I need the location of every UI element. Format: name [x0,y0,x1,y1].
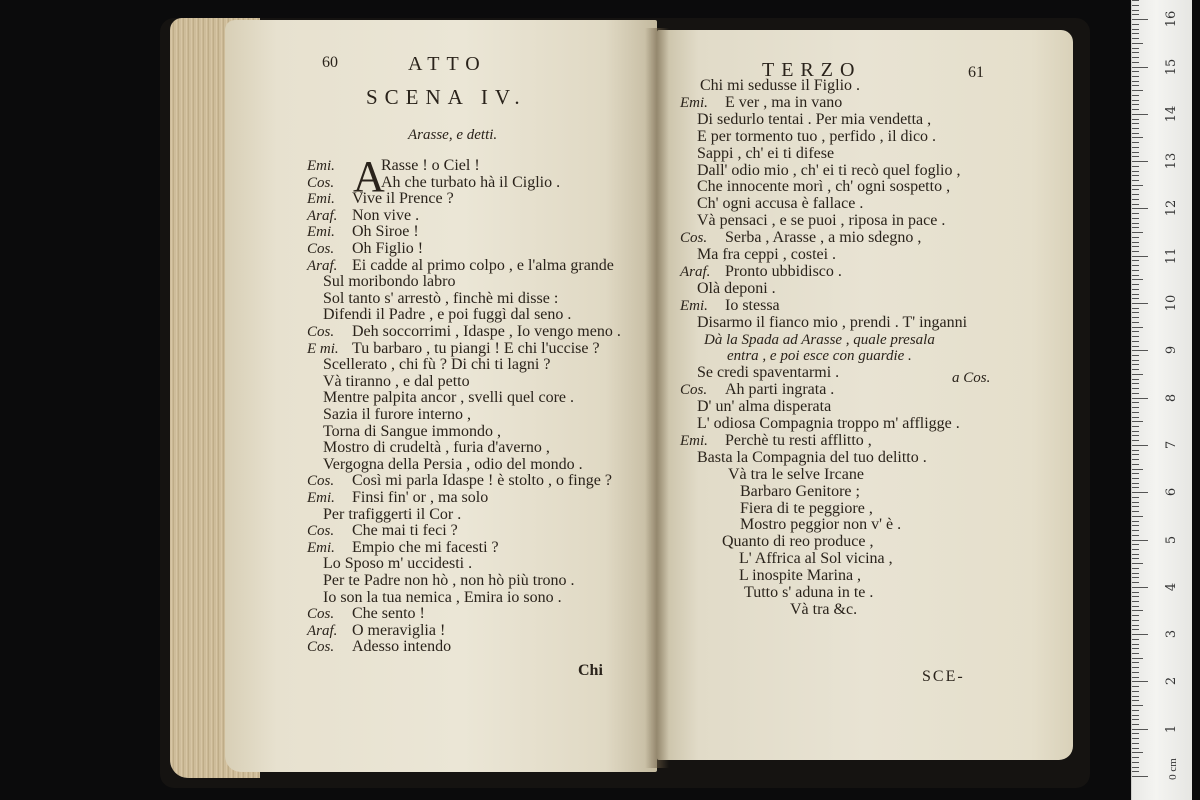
verse-line: E ver , ma in vano [725,93,843,111]
ruler-tick [1132,724,1139,725]
verse-line: Và pensaci , e se puoi , riposa in pace . [697,212,946,230]
ruler-tick [1132,232,1143,233]
ruler-tick [1132,251,1139,252]
ruler-tick [1132,199,1139,200]
ruler-tick [1132,554,1139,555]
ruler-tick [1132,33,1139,34]
verse-line: Oh Figlio ! [352,240,424,257]
ruler-tick [1132,662,1139,663]
speaker-label: Cos. [680,230,708,247]
ruler-number: 14 [1164,105,1179,123]
ruler-number: 10 [1164,294,1179,312]
left-catchword: Chi [578,662,603,679]
speaker-label: E mi. [307,340,339,357]
stage-aside: a Cos. [952,370,991,386]
ruler-tick [1132,757,1139,758]
ruler-tick [1132,629,1139,630]
verse-line: Lo Sposo m' uccidesti . [323,555,473,573]
ruler-tick [1132,260,1139,261]
ruler-tick [1132,729,1148,730]
verse-line: Deh soccorrimi , Idaspe , Io vengo meno . [352,323,621,340]
verse-line: Và tra &c. [790,600,858,618]
ruler-tick [1132,525,1139,526]
verse-line: L inospite Marina , [739,567,862,585]
ruler-tick [1132,421,1143,422]
ruler-tick [1132,648,1139,649]
ruler-tick [1132,530,1139,531]
verse-line: Mostro peggior non v' è . [740,516,902,534]
verse-line: Vive il Prence ? [352,190,454,208]
ruler-tick [1132,19,1148,20]
ruler-number: 2 [1164,677,1179,686]
speaker-label: Cos. [680,382,708,399]
ruler-tick [1132,204,1139,205]
verse-line: Tutto s' aduna in te . [744,584,874,601]
ruler-tick [1132,483,1139,484]
ruler-number: 7 [1164,440,1179,450]
ruler-tick [1132,639,1139,640]
ruler-tick [1132,137,1143,138]
ruler-tick [1132,312,1139,313]
ruler-tick [1132,256,1148,257]
ruler-tick [1132,431,1139,432]
ruler-tick [1132,364,1139,365]
verse-line: Io stessa [725,296,780,314]
verse-line: Chi mi sedusse il Figlio . [700,77,861,94]
ruler-tick [1132,246,1139,247]
ruler-tick [1132,327,1143,328]
verse-line: Che mai ti feci ? [352,522,458,540]
ruler-tick [1132,563,1143,564]
measuring-ruler [1131,0,1192,800]
verse-line: Vergogna della Persia , odio del mondo . [323,455,583,473]
ruler-tick [1132,582,1139,583]
ruler-tick [1132,388,1139,389]
ruler-number: 1 [1164,724,1179,733]
ruler-number: 13 [1164,152,1179,170]
ruler-tick [1132,208,1148,209]
verse-line: Mostro di crudeltà , furia d'averno , [323,439,550,457]
ruler-tick [1132,738,1139,739]
ruler-tick [1132,350,1148,351]
ruler-tick [1132,681,1148,682]
ruler-tick [1132,90,1143,91]
speaker-label: Emi. [307,158,335,174]
verse-line: Empio che mi facesti ? [352,538,499,556]
ruler-tick [1132,610,1143,611]
ruler-tick [1132,393,1139,394]
ruler-tick [1132,634,1148,635]
ruler-tick [1132,308,1139,309]
ruler-tick [1132,592,1139,593]
speaker-label: Cos. [307,324,335,340]
ruler-tick [1132,331,1139,332]
ruler-tick [1132,767,1139,768]
scene-title: SCENA IV. [366,85,527,109]
speaker-label: Cos. [307,174,335,191]
ruler-tick [1132,95,1139,96]
ruler-tick [1132,14,1139,15]
ruler-tick [1132,606,1139,607]
ruler-tick [1132,568,1139,569]
ruler-tick [1132,123,1139,124]
ruler-tick [1132,710,1139,711]
ruler-tick [1132,180,1139,181]
verse-line: Mentre palpita ancor , svelli quel core . [323,389,575,407]
ruler-tick [1132,620,1139,621]
verse-line: Sappi , ch' ei ti difese [697,144,835,162]
verse-line: Basta la Compagnia del tuo delitto . [697,448,927,466]
ruler-tick [1132,29,1139,30]
speaker-label: Cos. [307,606,335,623]
ruler-tick [1132,506,1139,507]
ruler-tick [1132,369,1139,370]
ruler-tick [1132,81,1139,82]
verse-line: Così mi parla Idaspe ! è stolto , o finge ? [352,472,612,490]
verse-line: Và tiranno , e dal petto [323,372,470,390]
verse-line: Io son la tua nemica , Emira io sono . [323,588,562,606]
ruler-tick [1132,43,1143,44]
scene-note: Arasse, e detti. [408,127,498,143]
right-catchword: SCE- [922,668,965,685]
ruler-tick [1132,686,1139,687]
speaker-label: Emi. [680,297,708,314]
ruler-tick [1132,133,1139,134]
ruler-tick [1132,487,1139,488]
ruler-tick [1132,440,1139,441]
verse-line: Rasse ! o Ciel ! [381,157,480,174]
speaker-label: Araf. [307,257,338,274]
verse-line: Disarmo il fianco mio , prendi . T' inganni [697,313,968,331]
ruler-tick [1132,412,1139,413]
ruler-tick [1132,71,1139,72]
ruler-tick [1132,104,1139,105]
verse-line: Adesso intendo [352,638,452,656]
ruler-tick [1132,445,1148,446]
ruler-tick [1132,469,1143,470]
ruler-number: 11 [1164,247,1179,264]
ruler-tick [1132,317,1139,318]
ruler-tick [1132,464,1139,465]
verse-line: Per te Padre non hò , non hò più trono . [323,572,575,589]
ruler-number: 12 [1164,200,1179,217]
ruler-tick [1132,109,1139,110]
verse-line: Che innocente morì , ch' ogni sospetto , [697,178,951,196]
verse-line: L' Affrica al Sol vicina , [739,550,893,568]
verse-line: Di sedurlo tentai . Per mia vendetta , [697,110,932,128]
ruler-tick [1132,322,1139,323]
verse-line: Finsi fin' or , ma solo [352,489,489,506]
ruler-tick [1132,171,1139,172]
verse-line: Serba , Arasse , a mio sdegno , [725,229,922,247]
ruler-tick [1132,175,1139,176]
ruler-tick [1132,265,1139,266]
verse-line: Oh Siroe ! [352,223,419,241]
ruler-tick [1132,275,1139,276]
ruler-number: 5 [1164,535,1179,544]
ruler-number: 6 [1164,488,1179,497]
ruler-tick [1132,0,1139,1]
verse-line: Se credi spaventarmi . [697,364,840,382]
right-page-number: 61 [968,64,984,81]
ruler-tick [1132,558,1139,559]
ruler-tick [1132,426,1139,427]
ruler-tick [1132,341,1139,342]
ruler-tick [1132,218,1139,219]
verse-line: Difendi il Padre , e poi fuggì dal seno . [323,306,572,324]
speaker-label: Emi. [307,490,335,506]
ruler-tick [1132,587,1148,588]
ruler-tick [1132,346,1139,347]
speaker-label: Emi. [307,224,335,241]
verse-line: entra , e poi esce con guardie . [727,348,912,365]
ruler-tick [1132,57,1139,58]
ruler-tick [1132,152,1139,153]
speaker-label: Cos. [307,639,335,656]
ruler-tick [1132,473,1139,474]
ruler-tick [1132,227,1139,228]
ruler-tick [1132,615,1139,616]
ruler-tick [1132,478,1139,479]
ruler-tick [1132,185,1143,186]
ruler-number: 15 [1164,58,1179,75]
verse-line: Sazia il furore interno , [323,406,471,423]
verse-line: Dall' odio mio , ch' ei ti recò quel foglio , [697,161,961,179]
verse-line: Ah parti ingrata . [725,381,835,399]
verse-line: Dà la Spada ad Arasse , quale presala [704,331,935,348]
speaker-label: Araf. [680,263,711,280]
ruler-tick [1132,776,1148,777]
ruler-tick [1132,298,1139,299]
speaker-label: Emi. [307,191,335,208]
ruler-tick [1132,733,1139,734]
ruler-tick [1132,601,1139,602]
ruler-tick [1132,540,1148,541]
ruler-tick [1132,516,1143,517]
speaker-label: Araf. [307,622,338,639]
ruler-tick [1132,672,1139,673]
ruler-tick [1132,355,1139,356]
ruler-tick [1132,336,1139,337]
verse-line: O meraviglia ! [352,621,446,639]
ruler-tick [1132,715,1139,716]
speaker-label: Cos. [307,523,335,540]
ruler-tick [1132,5,1139,6]
verse-line: Ah che turbato hà il Ciglio . [381,173,561,191]
verse-line: Barbaro Genitore ; [740,482,860,500]
ruler-tick [1132,544,1139,545]
ruler-tick [1132,700,1139,701]
ruler-tick [1132,402,1139,403]
verse-line: Và tra le selve Ircane [728,465,864,483]
ruler-tick [1132,719,1139,720]
ruler-tick [1132,213,1139,214]
speaker-label: Emi. [307,539,335,556]
ruler-number: 16 [1164,10,1179,28]
ruler-tick [1132,62,1139,63]
ruler-tick [1132,677,1139,678]
ruler-tick [1132,771,1139,772]
ruler-tick [1132,223,1139,224]
ruler-tick [1132,497,1139,498]
ruler-tick [1132,748,1139,749]
ruler-tick [1132,161,1148,162]
ruler-tick [1132,374,1143,375]
ruler-tick [1132,535,1139,536]
ruler-tick [1132,147,1139,148]
ruler-tick [1132,417,1139,418]
ruler-unit-label: 0 cm [1167,758,1179,780]
ruler-tick [1132,435,1139,436]
verse-line: Sol tanto s' arrestò , finchè mi disse : [323,289,559,307]
verse-line: Perchè tu resti afflitto , [725,431,872,449]
ruler-tick [1132,625,1139,626]
ruler-tick [1132,511,1139,512]
ruler-tick [1132,237,1139,238]
book-gutter [645,28,669,768]
ruler-tick [1132,119,1139,120]
ruler-number: 8 [1164,393,1179,402]
verse-line: Che sento ! [352,605,425,623]
ruler-tick [1132,596,1139,597]
drop-cap: A [353,152,385,201]
verse-line: Quanto di reo produce , [722,533,874,551]
ruler-tick [1132,658,1143,659]
ruler-tick [1132,521,1139,522]
left-page-number: 60 [322,54,338,71]
ruler-tick [1132,360,1139,361]
ruler-tick [1132,549,1139,550]
ruler-tick [1132,156,1139,157]
ruler-tick [1132,454,1139,455]
ruler-tick [1132,52,1139,53]
ruler-tick [1132,696,1139,697]
ruler-tick [1132,459,1139,460]
ruler-tick [1132,289,1139,290]
ruler-tick [1132,450,1139,451]
ruler-tick [1132,492,1148,493]
ruler-tick [1132,24,1139,25]
verse-line: Tu barbaro , tu piangi ! E chi l'uccise ? [352,339,600,357]
ruler-number: 4 [1164,582,1179,591]
ruler-tick [1132,38,1139,39]
ruler-tick [1132,502,1139,503]
ruler-tick [1132,573,1139,574]
ruler-tick [1132,114,1148,115]
speaker-label: Emi. [680,432,708,449]
verse-line: L' odiosa Compagnia troppo m' affligge . [697,415,960,432]
ruler-tick [1132,743,1139,744]
verse-line: Per trafiggerti il Cor . [323,505,462,523]
ruler-tick [1132,76,1139,77]
ruler-tick [1132,379,1139,380]
verse-line: E per tormento tuo , perfido , il dico . [697,127,937,145]
ruler-tick [1132,48,1139,49]
verse-line: Fiera di te peggiore , [740,499,873,517]
left-running-head: ATTO [408,53,487,75]
speaker-label: Cos. [307,241,335,257]
ruler-tick [1132,762,1139,763]
ruler-tick [1132,653,1139,654]
ruler-tick [1132,194,1139,195]
verse-line: Ei cadde al primo colpo , e l'alma grande [352,256,614,274]
ruler-tick [1132,667,1139,668]
ruler-number: 3 [1164,629,1179,639]
speaker-label: Emi. [680,94,708,111]
ruler-tick [1132,279,1143,280]
ruler-tick [1132,691,1139,692]
verse-line: Sul moribondo labro [323,273,456,291]
ruler-tick [1132,166,1139,167]
ruler-tick [1132,705,1143,706]
ruler-tick [1132,752,1143,753]
speaker-label: Araf. [307,207,338,224]
ruler-number: 9 [1164,346,1179,355]
ruler-tick [1132,67,1148,68]
ruler-tick [1132,383,1139,384]
ruler-tick [1132,128,1139,129]
verse-line: Torna di Sangue immondo , [323,422,501,440]
ruler-tick [1132,242,1139,243]
ruler-tick [1132,644,1139,645]
verse-line: Ma fra ceppi , costei . [697,246,837,263]
ruler-tick [1132,284,1139,285]
ruler-tick [1132,303,1148,304]
verse-line: Scellerato , chi fù ? Di chi ti lagni ? [323,356,551,374]
ruler-tick [1132,189,1139,190]
verse-line: Pronto ubbidisco . [725,262,842,280]
verse-line: Non vive . [352,206,420,224]
ruler-tick [1132,10,1139,11]
verse-line: D' un' alma disperata [697,398,832,416]
right-running-head: TERZO [762,59,862,81]
ruler-tick [1132,270,1139,271]
ruler-tick [1132,142,1139,143]
ruler-tick [1132,407,1139,408]
ruler-tick [1132,398,1148,399]
verse-line: Ch' ogni accusa è fallace . [697,195,864,213]
ruler-tick [1132,85,1139,86]
speaker-label: Cos. [307,473,335,490]
verse-line: Olà deponi . [697,279,776,297]
ruler-tick [1132,577,1139,578]
ruler-tick [1132,100,1139,101]
ruler-tick [1132,294,1139,295]
